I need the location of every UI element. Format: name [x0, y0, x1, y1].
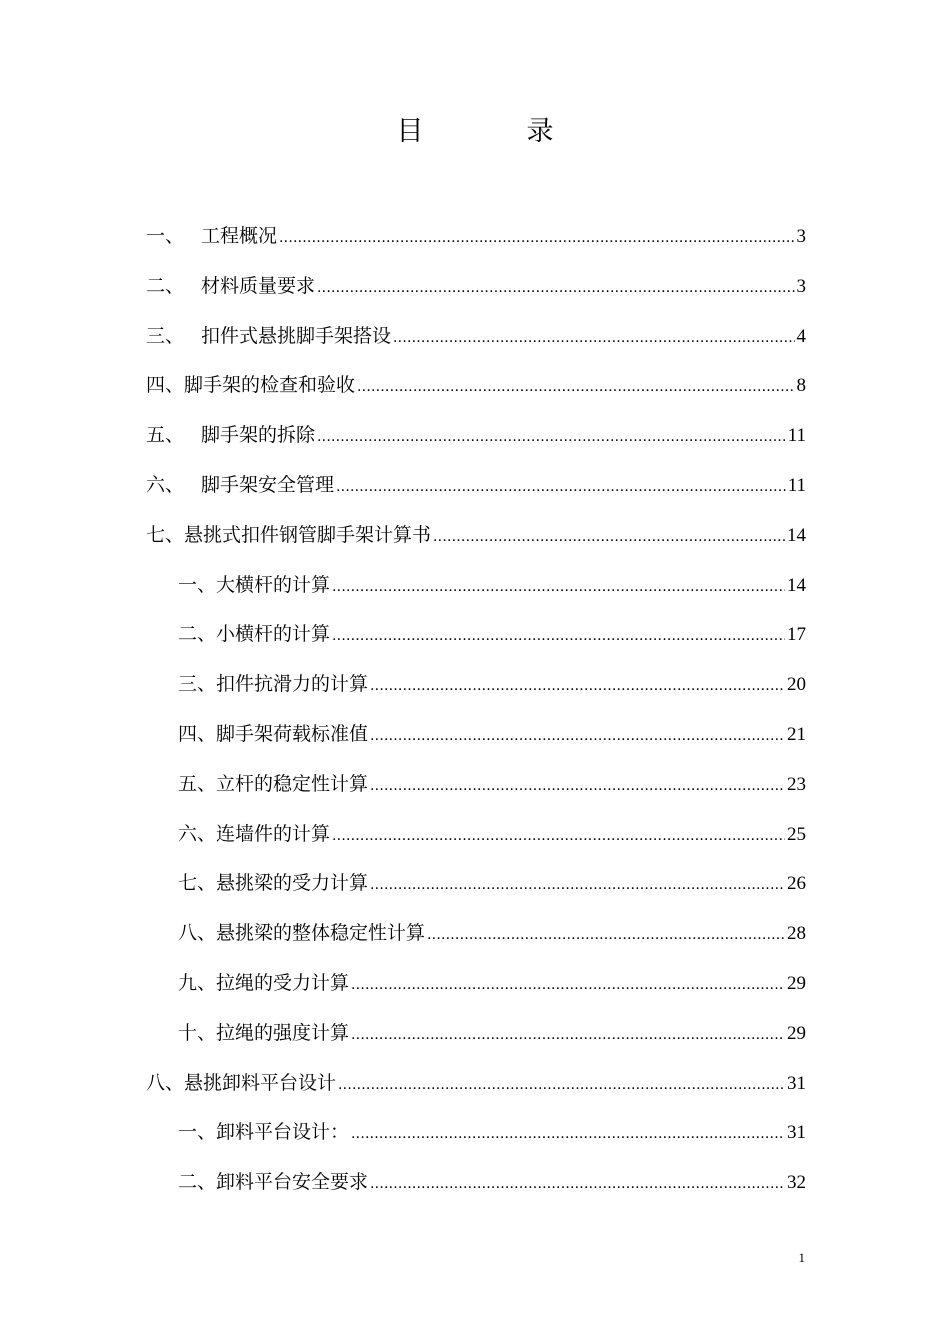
toc-dot-leader [351, 963, 785, 1007]
toc-entry-page: 11 [787, 474, 806, 496]
toc-title: 目 录 [396, 116, 592, 147]
toc-entry-title: 拉绳的强度计算 [216, 1021, 350, 1044]
toc-entry-title: 悬挑卸料平台设计 [184, 1071, 337, 1094]
toc-entry-number: 七、 [178, 872, 217, 895]
toc-entry[interactable] [146, 1110, 806, 1160]
toc-entry[interactable] [146, 911, 806, 961]
toc-entry-number: 八、 [146, 1071, 185, 1094]
toc-entry-page: 17 [787, 624, 806, 646]
toc-entry[interactable] [146, 1160, 806, 1210]
toc-entry[interactable] [146, 314, 806, 364]
toc-entry[interactable] [146, 861, 806, 911]
toc-entry-number: 三、 [178, 673, 217, 696]
toc-dot-leader [336, 465, 786, 509]
toc-entry-page: 28 [787, 923, 806, 945]
toc-entry[interactable] [146, 1061, 806, 1111]
toc-entry-number: 四、 [178, 722, 217, 745]
toc-entry-page: 29 [787, 1022, 806, 1044]
toc-entry[interactable] [146, 812, 806, 862]
toc-entry-title: 扣件抗滑力的计算 [216, 673, 369, 696]
toc-entry-number: 八、 [178, 922, 217, 945]
toc-entry-title: 小横杆的计算 [216, 623, 331, 646]
toc-entry-number: 一、 [178, 573, 217, 596]
toc-entry-number: 六、 [146, 473, 185, 496]
toc-entry-title: 拉绳的受力计算 [216, 971, 350, 994]
toc-entry-page: 3 [796, 275, 806, 297]
toc-dot-leader [393, 316, 794, 360]
toc-entry[interactable] [146, 264, 806, 314]
toc-dot-leader [427, 913, 785, 957]
toc-entry-page: 32 [787, 1172, 806, 1194]
toc-entry-number: 五、 [178, 772, 217, 795]
toc-entry-page: 21 [787, 723, 806, 745]
toc-entry-page: 11 [787, 425, 806, 447]
toc-entry-page: 26 [787, 873, 806, 895]
toc-entry-title: 扣件式悬挑脚手架搭设 [201, 324, 392, 347]
toc-entry-number: 二、 [146, 274, 185, 297]
toc-entry-title: 卸料平台安全要求 [216, 1171, 369, 1194]
toc-entry-page: 29 [787, 972, 806, 994]
toc-entry-page: 14 [787, 524, 806, 546]
toc-entry-title: 脚手架的拆除 [201, 424, 316, 447]
toc-entry-title: 连墙件的计算 [216, 822, 331, 845]
toc-entry[interactable] [146, 662, 806, 712]
toc-entry-number: 九、 [178, 971, 217, 994]
toc-entry-number: 五、 [146, 424, 185, 447]
toc-entry-page: 3 [796, 226, 806, 247]
toc-entry-title: 卸料平台设计： [216, 1121, 350, 1144]
toc-entry-number: 一、 [146, 225, 185, 247]
toc-dot-leader [351, 1112, 785, 1156]
toc-entry-number: 六、 [178, 822, 217, 845]
toc-entry-title: 脚手架的检查和验收 [184, 374, 356, 397]
toc-entry-page: 20 [787, 674, 806, 696]
toc-entry-number: 二、 [178, 623, 217, 646]
toc-dot-leader [370, 764, 785, 808]
toc-entry[interactable] [146, 413, 806, 463]
toc-entry[interactable] [146, 712, 806, 762]
toc-entry-title: 悬挑梁的整体稳定性计算 [216, 922, 426, 945]
toc-dot-leader [370, 664, 785, 708]
toc-entry-number: 二、 [178, 1171, 217, 1194]
toc-entry[interactable] [146, 563, 806, 613]
toc-entry-page: 31 [787, 1122, 806, 1144]
toc-dot-leader [317, 266, 794, 310]
toc-entry[interactable] [146, 1011, 806, 1061]
toc-dot-leader [370, 863, 785, 907]
toc-entry-title: 材料质量要求 [201, 274, 316, 297]
toc-entry-page: 25 [787, 823, 806, 845]
toc-entry-number: 三、 [146, 324, 185, 347]
toc-entry-number: 七、 [146, 523, 185, 546]
toc-entry[interactable] [146, 612, 806, 662]
toc-entry-page: 8 [796, 375, 806, 397]
toc-entry[interactable] [146, 762, 806, 812]
toc-entry[interactable] [146, 513, 806, 563]
toc-dot-leader [317, 415, 786, 459]
toc-entry-number: 一、 [178, 1121, 217, 1144]
toc-entry-title: 脚手架安全管理 [201, 473, 335, 496]
toc-entry-title: 悬挑式扣件钢管脚手架计算书 [184, 523, 432, 546]
toc-entry-page: 31 [787, 1072, 806, 1094]
toc-entry-page: 23 [787, 773, 806, 795]
toc-dot-leader [332, 614, 785, 658]
toc-dot-leader [370, 714, 785, 758]
toc-dot-leader [338, 1063, 785, 1107]
toc-entry-title: 大横杆的计算 [216, 573, 331, 596]
toc-entry[interactable] [146, 463, 806, 513]
toc-entry-title: 立杆的稳定性计算 [216, 772, 369, 795]
toc-dot-leader [351, 1013, 785, 1057]
toc-dot-leader [370, 1162, 785, 1206]
table-of-contents [146, 214, 806, 1210]
toc-entry[interactable] [146, 363, 806, 413]
toc-entry[interactable] [146, 214, 806, 264]
toc-entry[interactable] [146, 961, 806, 1011]
toc-dot-leader [279, 216, 794, 260]
toc-entry-page: 4 [796, 325, 806, 347]
toc-dot-leader [357, 365, 794, 409]
toc-entry-title: 悬挑梁的受力计算 [216, 872, 369, 895]
toc-entry-title: 工程概况 [201, 225, 278, 247]
toc-entry-number: 十、 [178, 1021, 217, 1044]
toc-entry-page: 14 [787, 574, 806, 596]
toc-entry-title: 脚手架荷载标准值 [216, 722, 369, 745]
toc-entry-number: 四、 [146, 374, 185, 397]
page-number: 1 [798, 1250, 805, 1265]
toc-dot-leader [433, 515, 785, 559]
toc-dot-leader [332, 814, 785, 858]
toc-dot-leader [332, 565, 785, 609]
